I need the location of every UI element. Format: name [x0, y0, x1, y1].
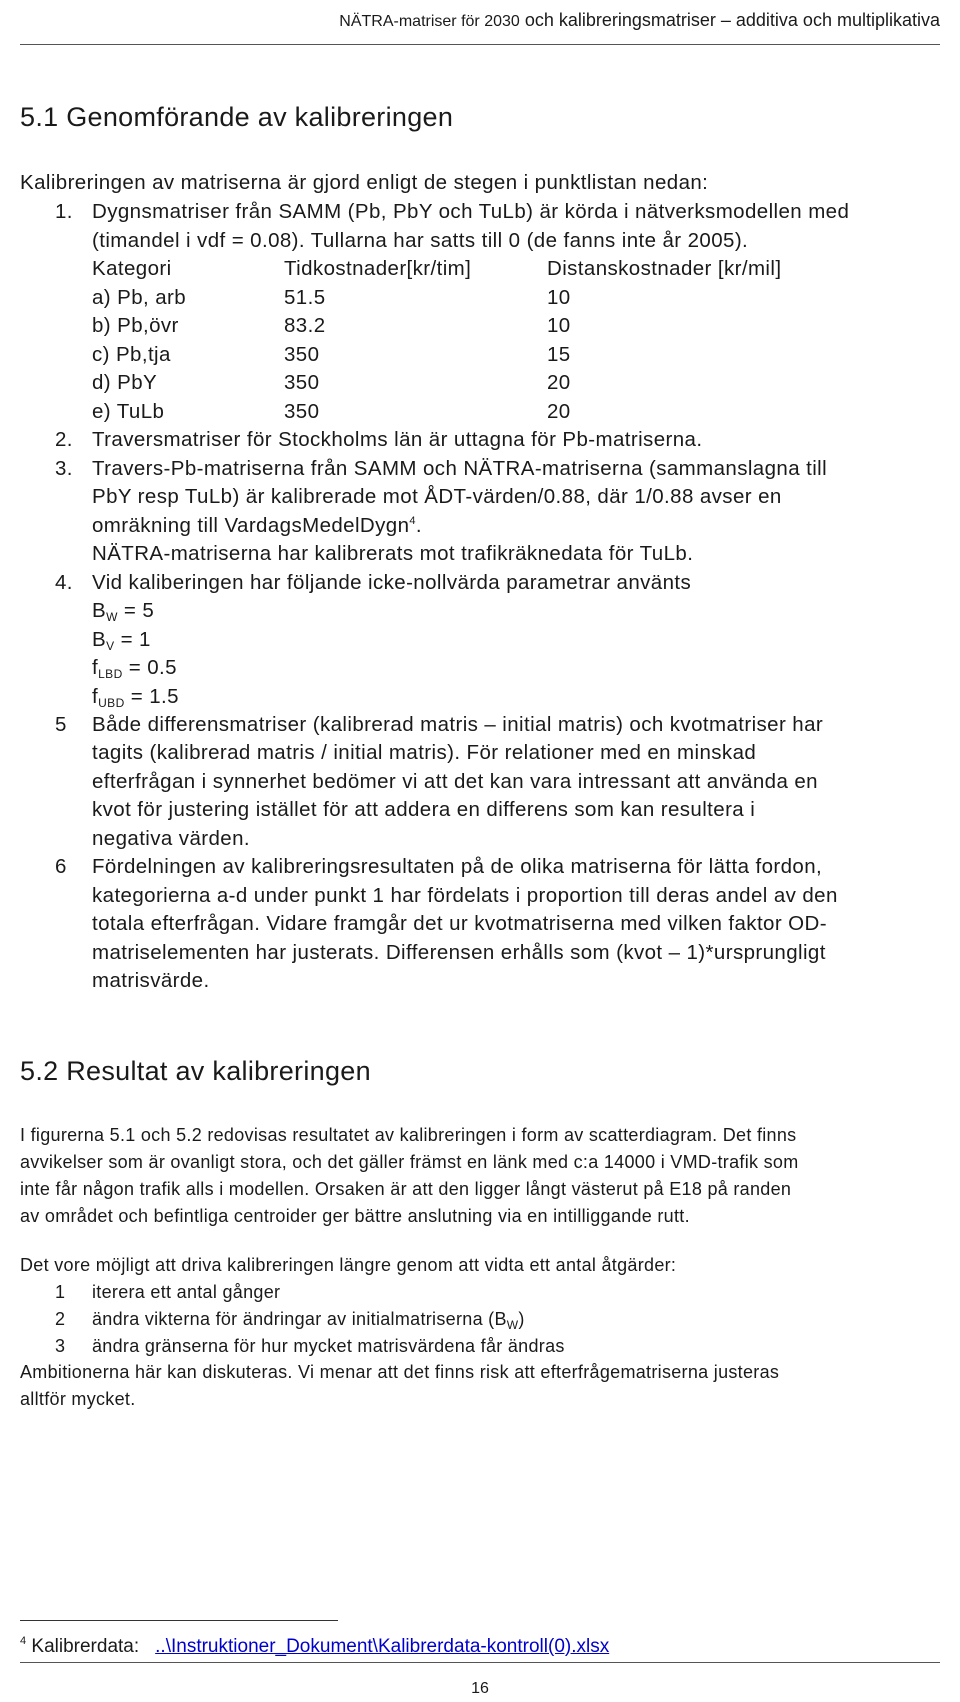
- paragraph-line: I figurerna 5.1 och 5.2 redovisas resultatet av kalibreringen i form av scatterdiagram. Det finns: [20, 1125, 797, 1145]
- parameter-bv: $B_V = 1$: [92, 628, 151, 653]
- paragraph-line: av området och befintliga centroider ger bättre anslutning via en intilliggande rutt.: [20, 1206, 690, 1226]
- closing-line: Ambitionerna här kan diskuteras. Vi menar att det finns risk att efterfrågematriserna justeras: [20, 1362, 780, 1382]
- item1-line1: Dygnsmatriser från SAMM (Pb, PbY och TuLb) är körda i nätverksmodellen med: [92, 200, 850, 223]
- item3-line3: omräkning till VardagsMedelDygn$^4$.: [92, 514, 423, 537]
- footer-divider: [20, 1662, 940, 1663]
- page-number: 16: [471, 1680, 489, 1697]
- item1-line2: (timandel i vdf = 0.08). Tullarna har satts till 0 (de fanns inte år 2005).: [92, 229, 749, 252]
- item3-line2: PbY resp TuLb) är kalibrerade mot ÅDT-värden/0.88, där 1/0.88 avser en: [92, 485, 782, 508]
- item6-line: matrisvärde.: [92, 969, 210, 992]
- step-number: 2: [55, 1309, 66, 1329]
- step-text: ändra vikterna för ändringar av initialmatriserna $(B_W)$: [92, 1309, 525, 1332]
- table-header-kategori: Kategori: [92, 257, 172, 280]
- section-heading-5-2: 5.2 Resultat av kalibreringen: [20, 1056, 371, 1086]
- item5-line: negativa värden.: [92, 827, 250, 850]
- item5-line: efterfrågan i synnerhet bedömer vi att det kan vara intressant att använda en: [92, 770, 818, 793]
- table-cell: 350: [284, 371, 320, 394]
- table-cell: d) PbY: [92, 371, 158, 394]
- table-header-distanskostnader: Distanskostnader [kr/mil]: [547, 257, 782, 280]
- item2-text: Traversmatriser för Stockholms län är uttagna för Pb-matriserna.: [92, 428, 703, 451]
- closing-line: alltför mycket.: [20, 1389, 136, 1409]
- paragraph-line: inte får någon trafik alls i modellen. Orsaken är att den ligger långt västerut på E18 på randen: [20, 1179, 792, 1199]
- item6-line: totala efterfrågan. Vidare framgår det ur kvotmatriserna med vilken faktor OD-: [92, 912, 827, 935]
- item6-line: Fördelningen av kalibreringsresultaten på de olika matriserna för lätta fordon,: [92, 855, 823, 878]
- table-cell: 10: [547, 286, 571, 309]
- section-heading-5-1: 5.1 Genomförande av kalibreringen: [20, 102, 454, 132]
- item6-line: kategorierna a-d under punkt 1 har fördelats i proportion till deras andel av den: [92, 884, 838, 907]
- item3-line1: Travers-Pb-matriserna från SAMM och NÄTRA-matriserna (sammanslagna till: [92, 457, 828, 480]
- header-title-small: NÄTRA-matriser för 2030: [339, 13, 520, 30]
- table-cell: 10: [547, 314, 571, 337]
- list-number-3: 3.: [55, 457, 73, 480]
- page-header: [339, 10, 940, 31]
- footnote-link[interactable]: ..\Instruktioner_Dokument\Kalibrerdata-kontroll(0).xlsx: [155, 1636, 610, 1657]
- list-number-6: 6: [55, 855, 67, 878]
- header-title-rest: och kalibreringsmatriser – additiva och multiplikativa: [524, 10, 940, 30]
- footnote-reference: 4: [409, 515, 416, 527]
- step-text: iterera ett antal gånger: [92, 1282, 281, 1302]
- footnote-mark: 4: [20, 1635, 27, 1647]
- item4-text: Vid kaliberingen har följande icke-nollvärda parametrar använts: [92, 571, 692, 594]
- step-number: 1: [55, 1282, 66, 1302]
- list-number-4: 4.: [55, 571, 73, 594]
- table-cell: e) TuLb: [92, 400, 165, 423]
- item5-line: Både differensmatriser (kalibrerad matris – initial matris) och kvotmatriser har: [92, 713, 824, 736]
- table-cell: 350: [284, 343, 320, 366]
- footnote-label: Kalibrerdata:: [26, 1636, 140, 1657]
- table-cell: 20: [547, 371, 571, 394]
- paragraph-line: avvikelser som är ovanligt stora, och det gäller främst en länk med c:a 14000 i VMD-trafik som: [20, 1152, 799, 1172]
- table-cell: 83.2: [284, 314, 326, 337]
- footnote-divider: [20, 1620, 338, 1621]
- step-text: ändra gränserna för hur mycket matrisvärdena får ändras: [92, 1336, 565, 1356]
- parameter-fubd: $f_{UBD} = 1.5$: [92, 685, 179, 710]
- table-cell: 350: [284, 400, 320, 423]
- table-header-tidkostnader: Tidkostnader[kr/tim]: [284, 257, 472, 280]
- header-divider: [20, 44, 940, 45]
- list-number-5: 5: [55, 713, 67, 736]
- list-number-2: 2.: [55, 428, 73, 451]
- parameter-bw: $B_W = 5$: [92, 599, 155, 624]
- table-cell: 15: [547, 343, 571, 366]
- paragraph-2: Det vore möjligt att driva kalibreringen längre genom att vidta ett antal åtgärder:: [20, 1255, 677, 1275]
- table-cell: a) Pb, arb: [92, 286, 187, 309]
- table-cell: c) Pb,tja: [92, 343, 171, 366]
- table-cell: 51.5: [284, 286, 326, 309]
- item5-line: kvot för justering istället för att addera en differens som kan resultera i: [92, 798, 756, 821]
- table-cell: 20: [547, 400, 571, 423]
- parameter-flbd: $f_{LBD} = 0.5$: [92, 656, 177, 681]
- section-intro: Kalibreringen av matriserna är gjord enligt de stegen i punktlistan nedan:: [20, 171, 709, 194]
- step-number: 3: [55, 1336, 66, 1356]
- list-number-1: 1.: [55, 200, 73, 223]
- table-cell: b) Pb,övr: [92, 314, 179, 337]
- item6-line: matriselementen har justerats. Differensen erhålls som (kvot – 1)*ursprungligt: [92, 941, 826, 964]
- item3-line4: NÄTRA-matriserna har kalibrerats mot trafikräknedata för TuLb.: [92, 542, 694, 565]
- item5-line: tagits (kalibrerad matris / initial matris). För relationer med en minskad: [92, 741, 757, 764]
- footnote: [20, 1635, 609, 1658]
